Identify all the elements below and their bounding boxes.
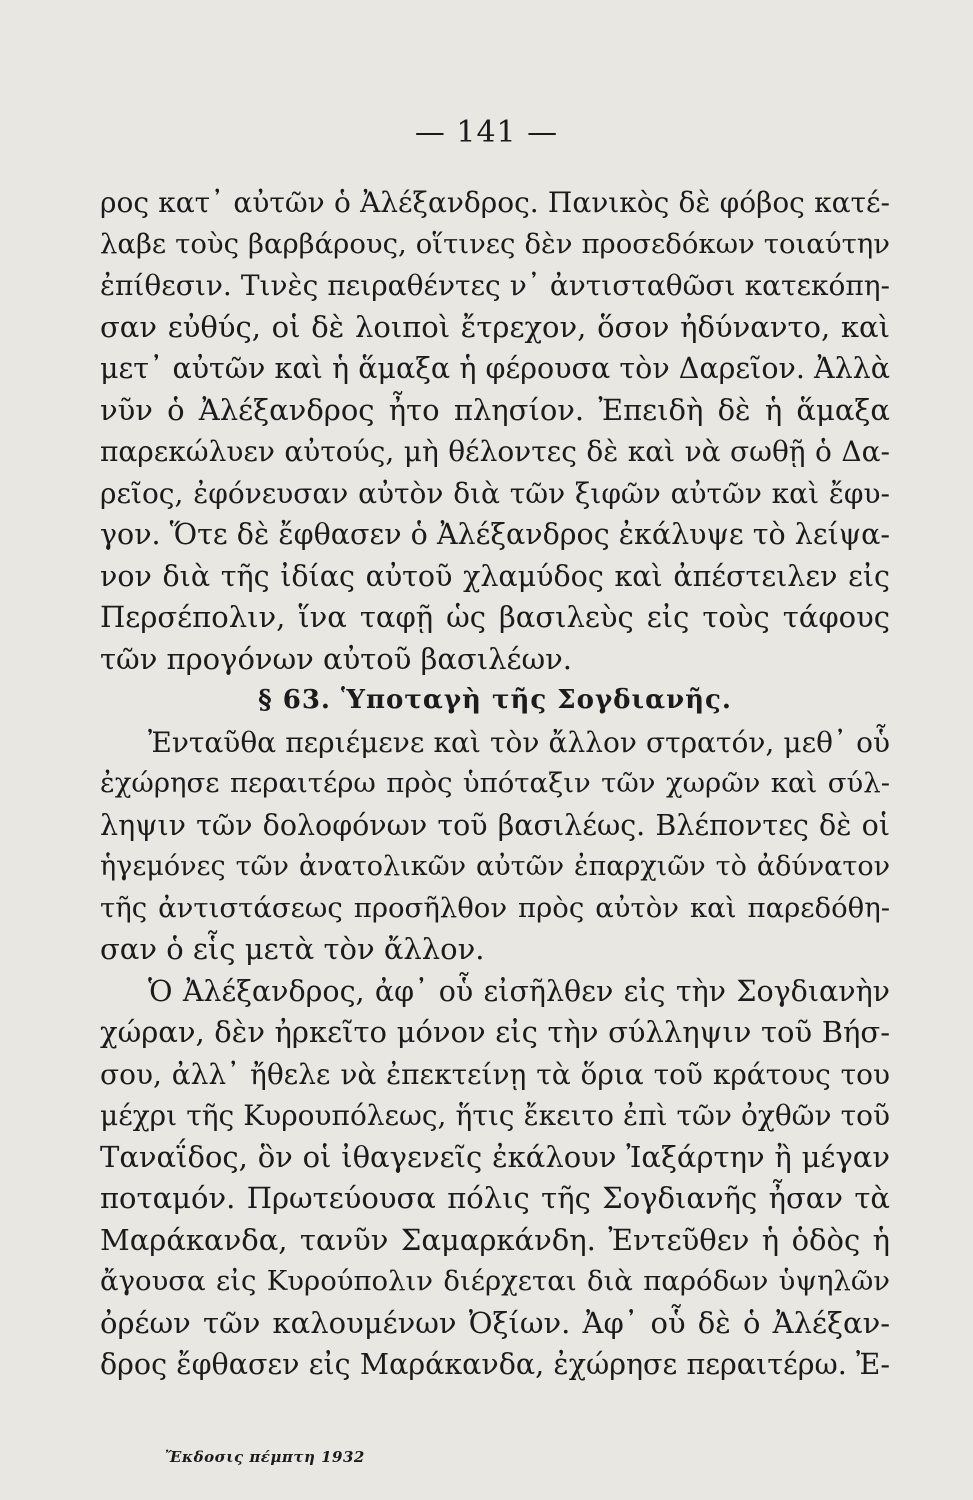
text-line: Ἐνταῦθα περιέμενε καὶ τὸν ἄλλον στρατόν, μεθ᾽ οὗ	[148, 725, 890, 759]
text-line: μέχρι τῆς Κυρουπόλεως, ἥτις ἔκειτο ἐπὶ τῶν ὀχθῶν τοῦ	[100, 1099, 890, 1132]
section-heading: § 63. Ὑποταγὴ τῆς Σογδιανῆς.	[258, 685, 732, 715]
text-line: ληψιν τῶν δολοφόνων τοῦ βασιλέως. Βλέποντες δὲ οἱ	[100, 808, 890, 842]
text-line: ἐπίθεσιν. Τινὲς πειραθέντες ν᾽ ἀντισταθῶσι κατεκόπη-	[100, 269, 890, 302]
text-line: χώραν, δὲν ἠρκεῖτο μόνον εἰς τὴν σύλληψιν τοῦ Βήσ-	[100, 1015, 890, 1049]
text-line: Ταναΐδος, ὃν οἱ ἰθαγενεῖς ἐκάλουν Ἰαξάρτην ἢ μέγαν	[100, 1139, 890, 1174]
text-line: Περσέπολιν, ἵνα ταφῇ ὡς βασιλεὺς εἰς τοὺς τάφους	[100, 600, 890, 634]
text-line: ἐχώρησε περαιτέρω πρὸς ὑπόταξιν τῶν χωρῶν καὶ σύλ-	[100, 767, 890, 799]
text-line: ἄγουσα εἰς Κυρούπολιν διέρχεται διὰ παρόδων ὑψηλῶν	[100, 1265, 890, 1297]
text-line: νῦν ὁ Ἀλέξανδρος ἦτο πλησίον. Ἐπειδὴ δὲ ἡ ἅμαξα	[100, 392, 890, 427]
text-line: νον διὰ τῆς ἰδίας αὐτοῦ χλαμύδος καὶ ἀπέστειλεν εἰς	[100, 559, 890, 593]
text-line: ἡγεμόνες τῶν ἀνατολικῶν αὐτῶν ἐπαρχιῶν τὸ ἀδύνατον	[100, 851, 890, 882]
text-line: τῆς ἀντιστάσεως προσῆλθον πρὸς αὐτὸν καὶ παρεδόθη-	[100, 891, 890, 924]
text-line: σαν εὐθύς, οἱ δὲ λοιποὶ ἔτρεχον, ὅσον ἠδύναντο, καὶ	[100, 309, 890, 344]
page-number: — 141 —	[414, 115, 559, 150]
body-text	[100, 182, 890, 1386]
text-line: τῶν προγόνων αὐτοῦ βασιλέων.	[100, 641, 573, 676]
text-line: δρος ἔφθασεν εἰς Μαράκανδα, ἐχώρησε περαιτέρω. Ἐ-	[100, 1348, 890, 1381]
text-line: σου, ἀλλ᾽ ἤθελε νὰ ἐπεκτείνῃ τὰ ὅρια τοῦ κράτους του	[100, 1057, 890, 1091]
text-line: ποταμόν. Πρωτεύουσα πόλις τῆς Σογδιανῆς ἦσαν τὰ	[100, 1181, 890, 1215]
text-line: ὀρέων τῶν καλουμένων Ὀξίων. Ἀφ᾽ οὗ δὲ ὁ Ἀλέξαν-	[100, 1305, 890, 1340]
text-line: ρος κατ᾽ αὐτῶν ὁ Ἀλέξανδρος. Πανικὸς δὲ φόβος κατέ-	[100, 186, 890, 219]
text-line: Μαράκανδα, τανῦν Σαμαρκάνδη. Ἐντεῦθεν ἡ ὁδὸς ἡ	[100, 1222, 890, 1257]
text-line: σαν ὁ εἷς μετὰ τὸν ἄλλον.	[100, 932, 485, 966]
text-line: μετ᾽ αὐτῶν καὶ ἡ ἅμαξα ἡ φέρουσα τὸν Δαρεῖον. Ἀλλὰ	[100, 352, 890, 385]
text-line: παρεκώλυεν αὐτούς, μὴ θέλοντες δὲ καὶ νὰ σωθῇ ὁ Δα-	[100, 435, 890, 468]
text-line: λαβε τοὺς βαρβάρους, οἵτινες δὲν προσεδόκων τοιαύτην	[100, 227, 890, 260]
text-line: Ὁ Ἀλέξανδρος, ἀφ᾽ οὗ εἰσῆλθεν εἰς τὴν Σογδιανὴν	[148, 974, 890, 1008]
edition-note: Ἔκδοσις πέμπτη 1932	[165, 1448, 365, 1466]
text-line: γον. Ὅτε δὲ ἔφθασεν ὁ Ἀλέξανδρος ἐκάλυψε τὸ λείψα-	[100, 518, 890, 551]
text-line: ρεῖος, ἐφόνευσαν αὐτὸν διὰ τῶν ξιφῶν αὐτῶν καὶ ἔφυ-	[100, 476, 890, 510]
